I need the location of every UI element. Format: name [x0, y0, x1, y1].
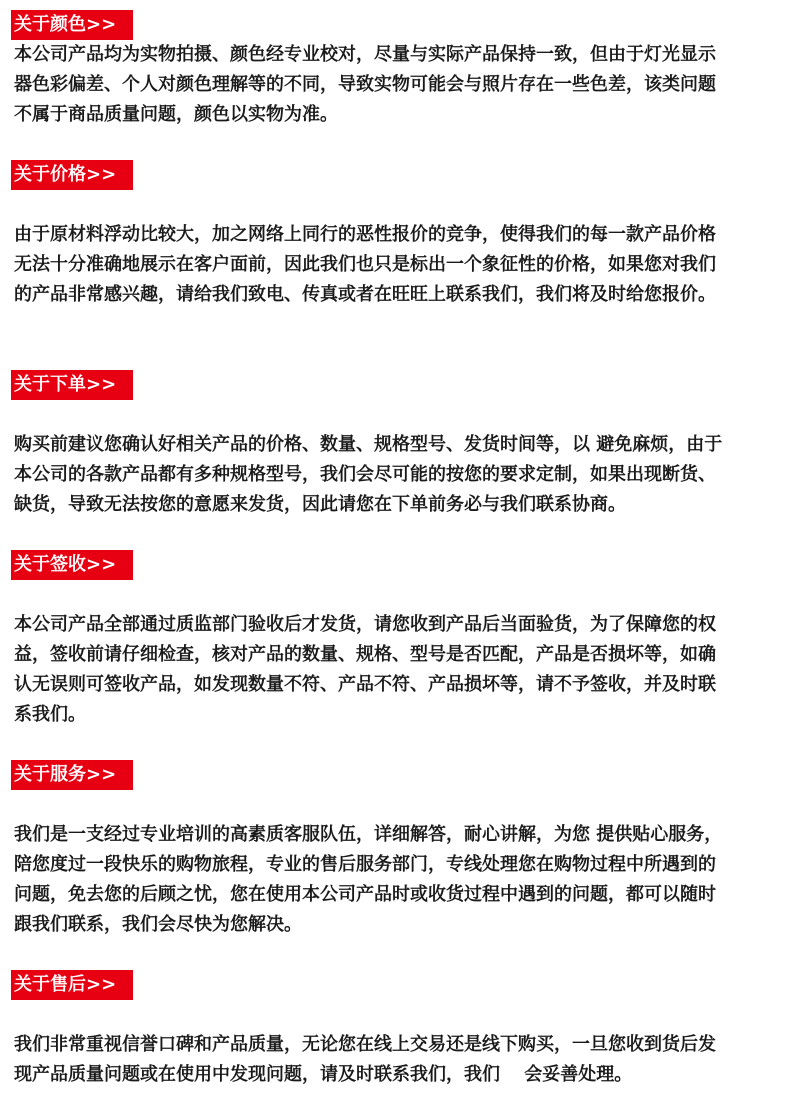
- section-heading-price: 关于价格>>: [11, 160, 133, 190]
- text-line: 我们非常重视信誉口碑和产品质量，无论您在线上交易还是线下购买，一旦您收到货后发: [14, 1034, 716, 1055]
- text-line: 本公司产品全部通过质监部门验收后才发货，请您收到产品后当面验货，为了保障您的权: [14, 614, 716, 635]
- section-text-after-sales: [14, 1030, 776, 1090]
- text-line: 无法十分准确地展示在客户面前，因此我们也只是标出一个象征性的价格，如果您对我们: [14, 254, 716, 275]
- section-heading-after-sales: 关于售后>>: [11, 970, 133, 1000]
- section-text-receipt: [14, 610, 776, 730]
- section-heading-service: 关于服务>>: [11, 760, 133, 790]
- text-line: 益，签收前请仔细检查，核对产品的数量、规格、型号是否匹配，产品是否损坏等，如确: [14, 644, 716, 665]
- section-heading-receipt: 关于签收>>: [11, 550, 133, 580]
- text-line: 现产品质量问题或在使用中发现问题，请及时联系我们，我们 会妥善处理。: [14, 1064, 633, 1085]
- text-line: 我们是一支经过专业培训的高素质客服队伍，详细解答，耐心讲解，为您 提供贴心服务，: [14, 824, 723, 845]
- text-line: 购买前建议您确认好相关产品的价格、数量、规格型号、发货时间等，以 避免麻烦，由于: [14, 434, 723, 455]
- text-line: 问题，免去您的后顾之忧，您在使用本公司产品时或收货过程中遇到的问题，都可以随时: [14, 884, 716, 905]
- text-line: 的产品非常感兴趣，请给我们致电、传真或者在旺旺上联系我们，我们将及时给您报价。: [14, 284, 716, 305]
- text-line: 系我们。: [14, 704, 86, 725]
- text-line: 认无误则可签收产品，如发现数量不符、产品不符、产品损坏等，请不予签收，并及时联: [14, 674, 716, 695]
- text-line: 本公司产品均为实物拍摄、颜色经专业校对，尽量与实际产品保持一致，但由于灯光显示: [14, 44, 716, 65]
- text-line: 陪您度过一段快乐的购物旅程，专业的售后服务部门，专线处理您在购物过程中所遇到的: [14, 854, 716, 875]
- section-heading-order: 关于下单>>: [11, 370, 133, 400]
- text-line: 跟我们联系，我们会尽快为您解决。: [14, 914, 302, 935]
- section-text-service: [14, 820, 776, 940]
- section-text-color: [14, 40, 776, 130]
- text-line: 本公司的各款产品都有多种规格型号，我们会尽可能的按您的要求定制，如果出现断货、: [14, 464, 716, 485]
- text-line: 由于原材料浮动比较大，加之网络上同行的恶性报价的竞争，使得我们的每一款产品价格: [14, 224, 716, 245]
- text-line: 不属于商品质量问题，颜色以实物为准。: [14, 104, 338, 125]
- section-text-order: [14, 430, 776, 520]
- section-text-price: [14, 220, 776, 310]
- section-heading-color: 关于颜色>>: [11, 10, 133, 40]
- text-line: 器色彩偏差、个人对颜色理解等的不同，导致实物可能会与照片存在一些色差，该类问题: [14, 74, 716, 95]
- text-line: 缺货，导致无法按您的意愿来发货，因此请您在下单前务必与我们联系协商。: [14, 494, 626, 515]
